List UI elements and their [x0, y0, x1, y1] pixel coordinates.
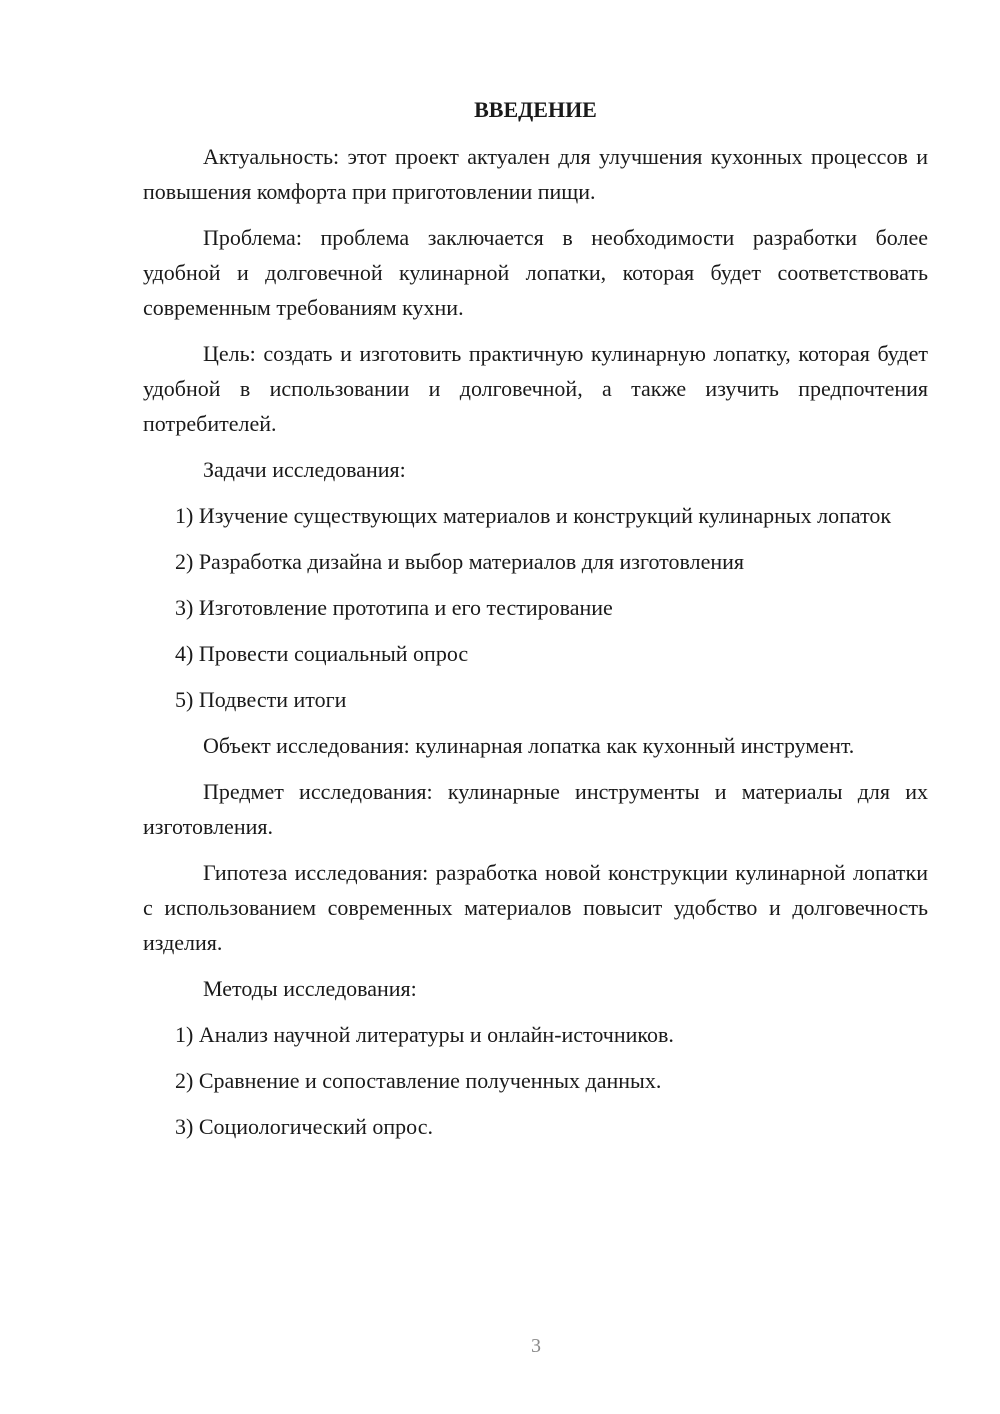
hypothesis-paragraph: Гипотеза исследования: разработка новой конструкции кулинарной лопатки с использованием современных материалов повысит удобство и долговечность изделия.	[143, 860, 928, 955]
task-item: 2) Разработка дизайна и выбор материалов для изготовления	[175, 549, 745, 574]
goal-paragraph: Цель: создать и изготовить практичную кулинарную лопатку, которая будет удобной в использовании и долговечной, а также изучить предпочтения потребителей.	[143, 341, 928, 436]
subject-paragraph: Предмет исследования: кулинарные инструменты и материалы для их изготовления.	[143, 779, 928, 839]
method-item: 1) Анализ научной литературы и онлайн-источников.	[175, 1022, 674, 1047]
page-content	[143, 92, 928, 1155]
object-paragraph: Объект исследования: кулинарная лопатка как кухонный инструмент.	[203, 733, 855, 758]
methods-heading: Методы исследования:	[203, 976, 417, 1001]
problem-paragraph: Проблема: проблема заключается в необходимости разработки более удобной и долговечной кулинарной лопатки, которая будет соответствовать современным требованиям кухни.	[143, 225, 928, 320]
page-number: 3	[531, 1335, 541, 1357]
task-item: 5) Подвести итоги	[175, 687, 347, 712]
task-item: 4) Провести социальный опрос	[175, 641, 469, 666]
tasks-heading: Задачи исследования:	[203, 457, 406, 482]
task-item: 1) Изучение существующих материалов и конструкций кулинарных лопаток	[175, 503, 892, 528]
task-item: 3) Изготовление прототипа и его тестирование	[175, 595, 613, 620]
relevance-paragraph: Актуальность: этот проект актуален для улучшения кухонных процессов и повышения комфорта при приготовлении пищи.	[143, 144, 928, 204]
method-item: 2) Сравнение и сопоставление полученных данных.	[175, 1068, 662, 1093]
method-item: 3) Социологический опрос.	[175, 1114, 433, 1139]
page-title: ВВЕДЕНИЕ	[474, 97, 597, 122]
